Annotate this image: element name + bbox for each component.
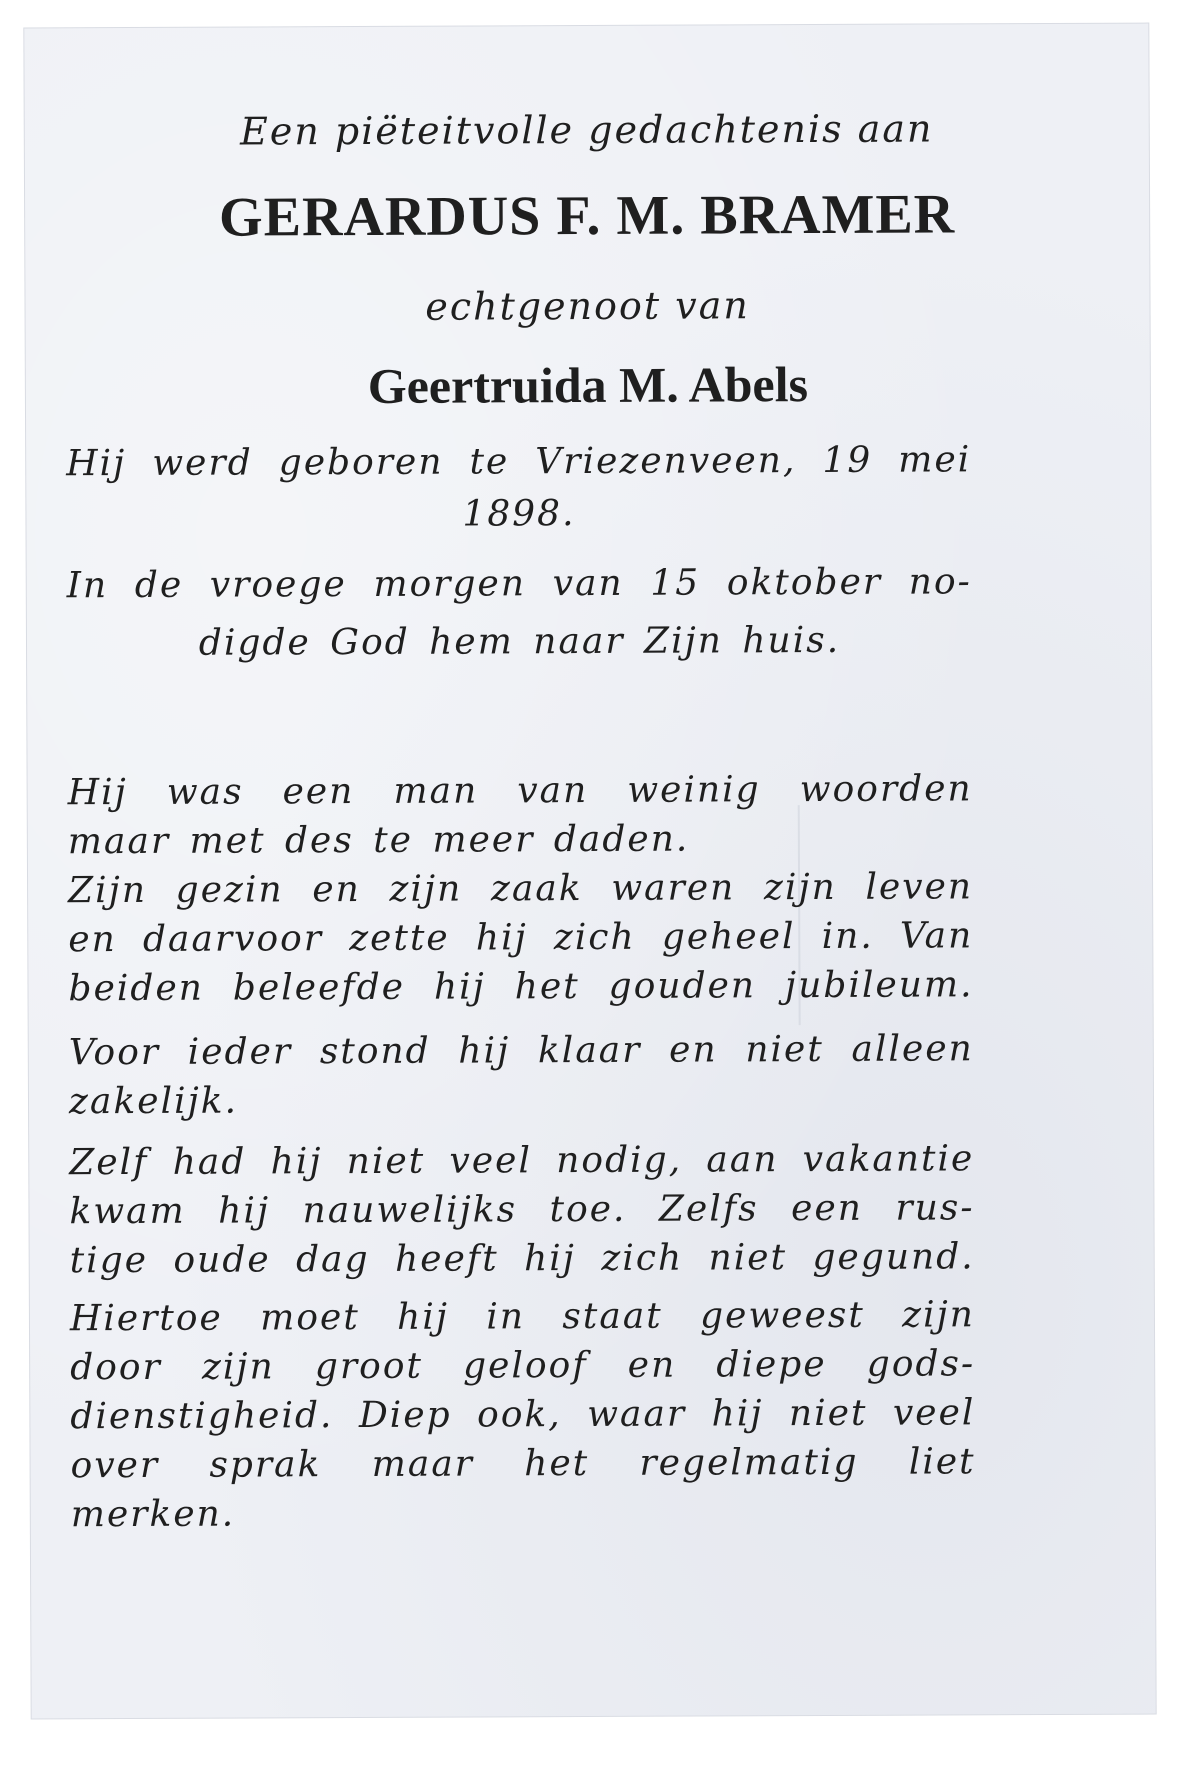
birth-line-1: Hij werd geboren te Vriezenveen, 19 mei	[66, 439, 972, 485]
paragraph-1-line-5: beiden beleefde hij het gouden jubileum.	[68, 964, 974, 1010]
memorial-card	[24, 24, 1155, 1719]
deceased-name: GERARDUS F. M. BRAMER	[218, 183, 956, 249]
paragraph-1	[68, 764, 974, 1013]
paragraph-2-line-1: Voor ieder stond hij klaar en niet alleen	[68, 1028, 974, 1074]
paragraph-3-line-3: tige oude dag heeft hij zich niet gegund.	[69, 1236, 975, 1282]
birth-line-2: 1898.	[462, 493, 576, 535]
paragraph-3	[69, 1134, 975, 1285]
paragraph-2-line-2: zakelijk.	[68, 1080, 239, 1123]
paragraph-1-line-3: Zijn gezin en zijn zaak waren zijn leven	[67, 866, 974, 912]
paragraph-1-line-2: maar met des te meer daden.	[67, 818, 690, 863]
paragraph-1-line-1: Hij was een man van weinig woorden	[67, 768, 973, 814]
paragraph-3-line-2: kwam hij nauwelijks toe. Zelfs een rus-	[69, 1187, 975, 1233]
paragraph-2	[69, 1024, 974, 1126]
paragraph-4	[70, 1290, 976, 1539]
paragraph-4-line-3: dienstigheid. Diep ook, waar hij niet veel	[70, 1392, 976, 1438]
paragraph-1-line-4: en daarvoor zette hij zich geheel in. Van	[68, 915, 974, 961]
paragraph-3-line-1: Zelf had hij niet veel nodig, aan vakantie	[69, 1138, 975, 1184]
paragraph-4-line-2: door zijn groot geloof en diepe gods-	[70, 1343, 976, 1389]
death-line-1: In de vroege morgen van 15 oktober no-	[66, 561, 972, 607]
spouse-name: Geertruida M. Abels	[367, 356, 809, 414]
paragraph-4-line-5: merken.	[70, 1493, 236, 1536]
death-line-2: digde God hem naar Zijn huis.	[198, 619, 841, 664]
death-statement	[67, 556, 972, 670]
paragraph-4-line-1: Hiertoe moet hij in staat geweest zijn	[69, 1294, 976, 1340]
relation-text: echtgenoot van	[425, 283, 750, 329]
paragraph-4-line-4: over sprak maar het regelmatig liet	[70, 1441, 976, 1487]
intro-text: Een piëteitvolle gedachtenis aan	[239, 106, 934, 154]
birth-statement	[66, 434, 971, 542]
